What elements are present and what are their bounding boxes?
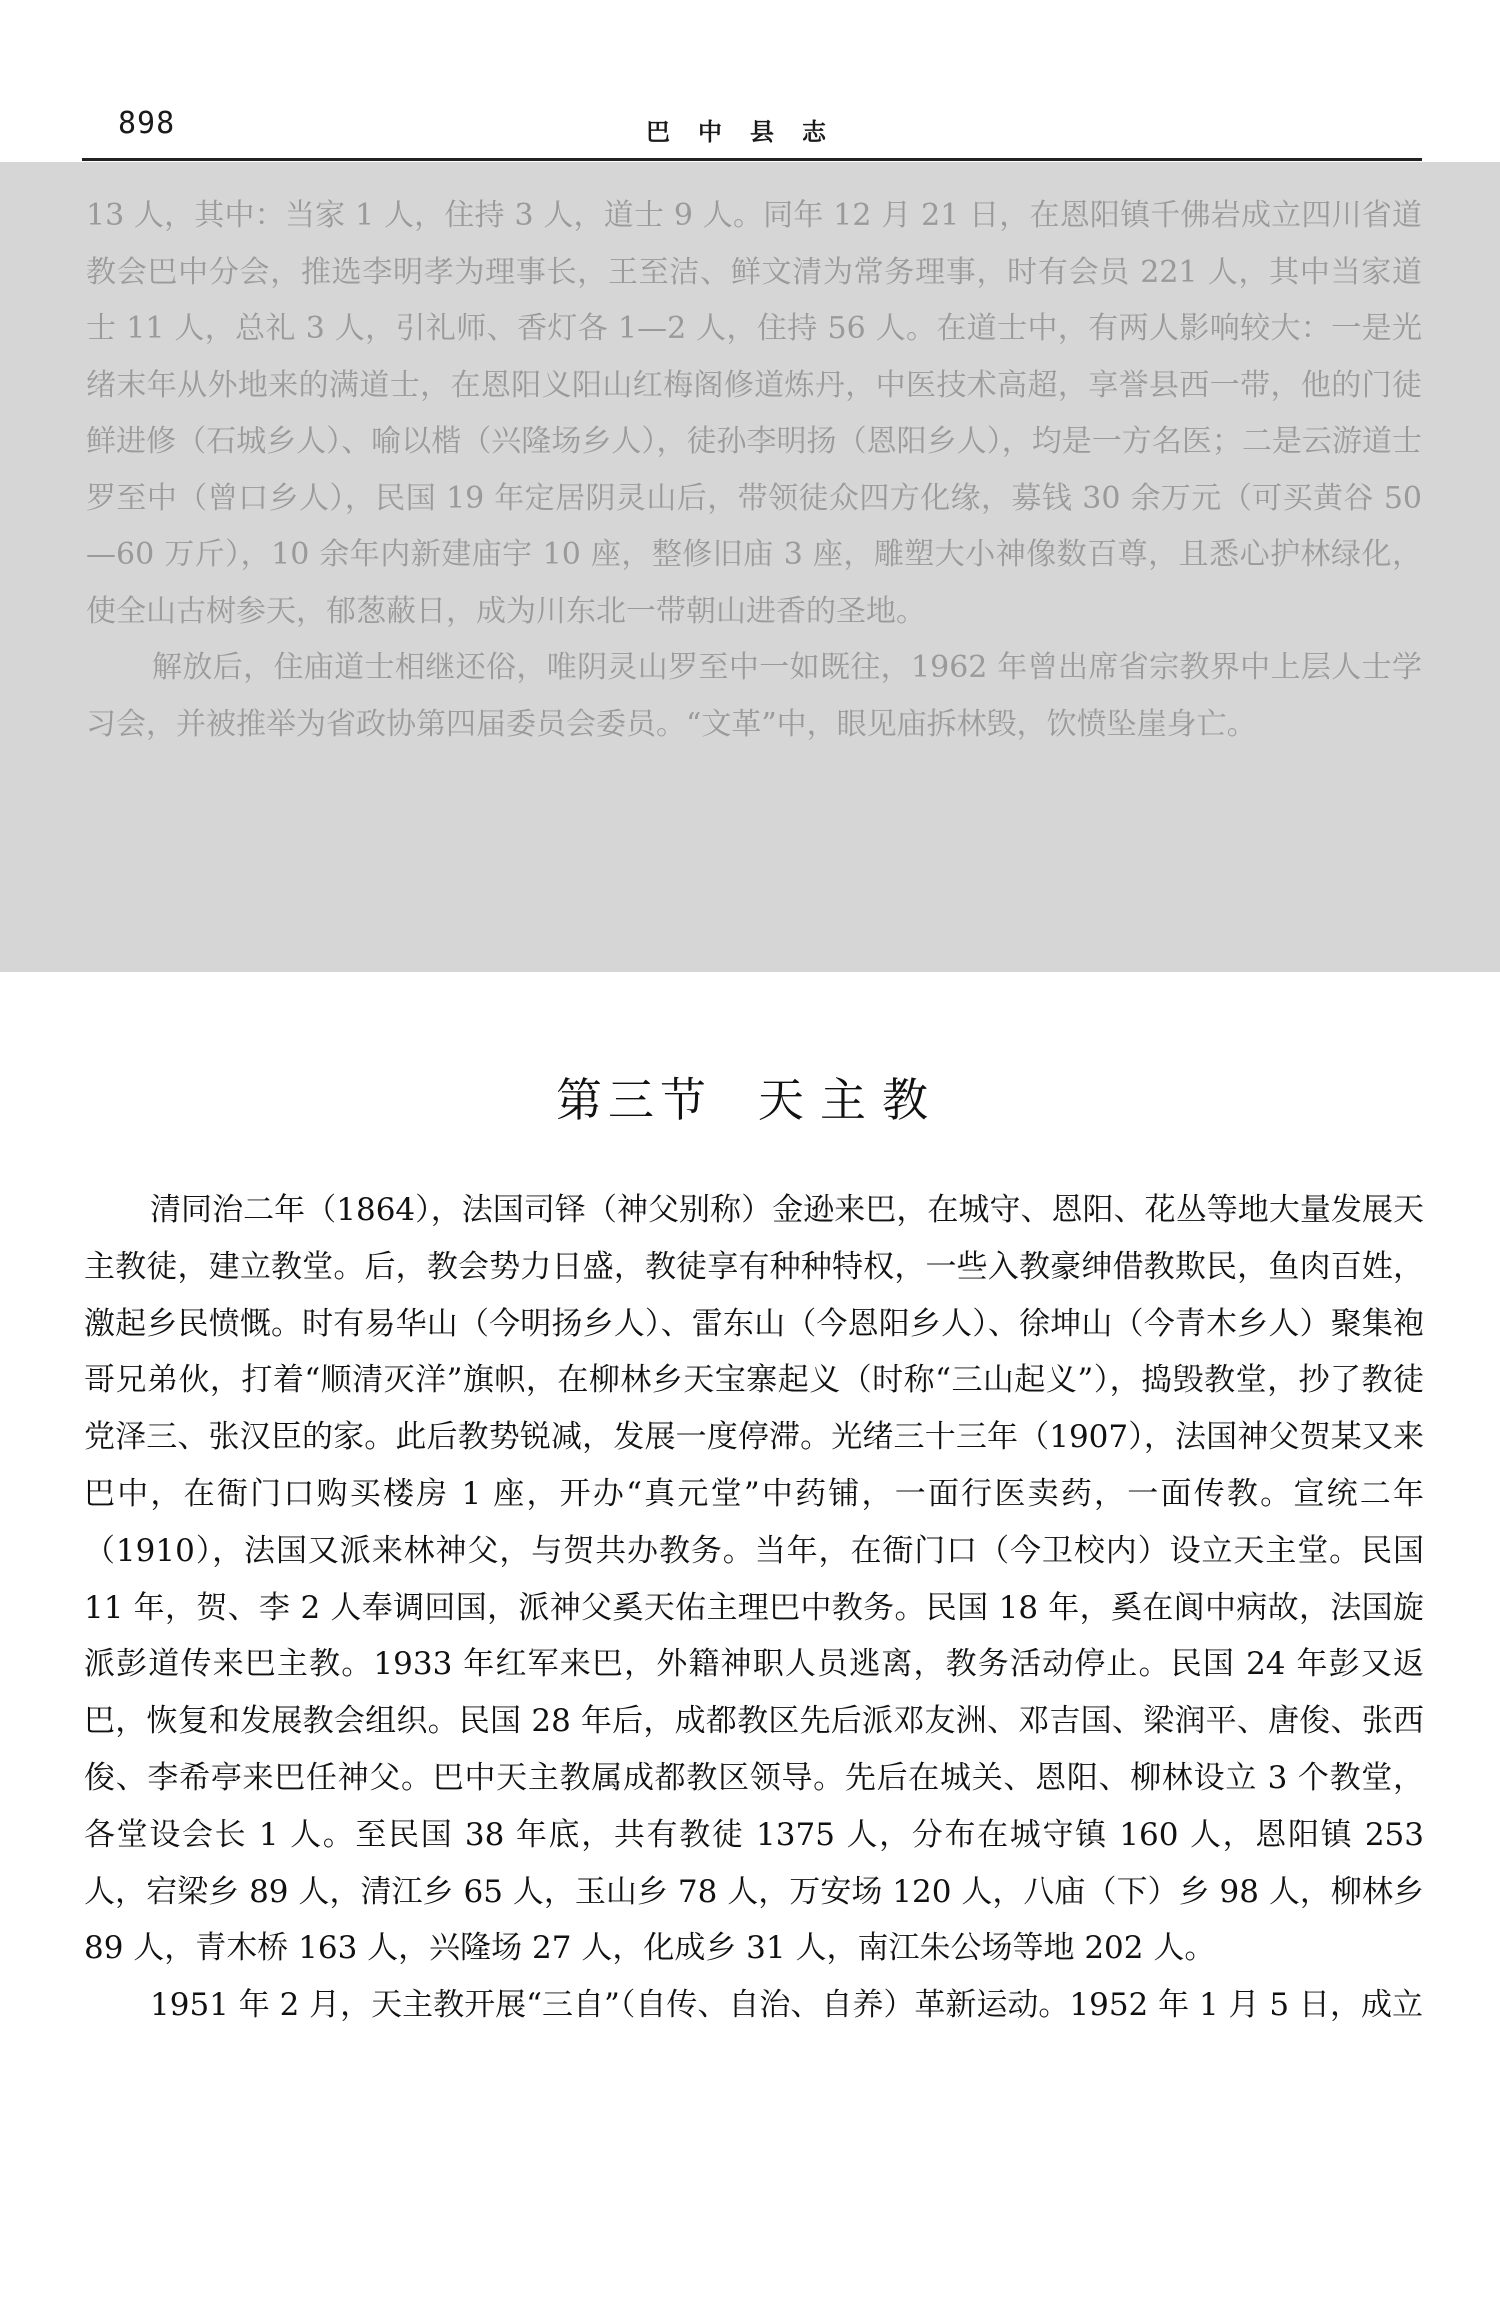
section-heading (0, 1064, 1500, 1130)
page-number: 898 (118, 106, 176, 141)
section-title: 天主教 (758, 1073, 944, 1127)
section-number: 第三节 (556, 1073, 712, 1127)
body-paragraph: 清同治二年（1864），法国司铎（神父别称）金逊来巴，在城守、恩阳、花丛等地大量发展天主教徒，建立教堂。后，教会势力日盛，教徒享有种种特权，一些入教豪绅借教欺民，鱼肉百姓，激起乡民愤慨。时有易华山（今明扬乡人）、雷东山（今恩阳乡人）、徐坤山（今青木乡人）聚集袍哥兄弟伙，打着“顺清灭洋”旗帜，在柳林乡天宝寨起义（时称“三山起义”），捣毁教堂，抄了教徒党泽三、张汉臣的家。此后教势锐减，发展一度停滞。光绪三十三年（1907），法国神父贺某又来巴中，在衙门口购买楼房 1 座，开办“真元堂”中药铺，一面行医卖药，一面传教。宣统二年（1910），法国又派来林神父，与贺共办教务。当年，在衙门口（今卫校内）设立天主堂。民国 11 年，贺、李 2 人奉调回国，派神父奚天佑主理巴中教务。民国 18 年，奚在阆中病故，法国旋派彭道传来巴主教。1933 年红军来巴，外籍神职人员逃离，教务活动停止。民国 24 年彭又返巴，恢复和发展教会组织。民国 28 年后，成都教区先后派邓友洲、邓吉国、梁润平、唐俊、张西俊、李希亭来巴任神父。巴中天主教属成都教区领导。先后在城关、恩阳、柳林设立 3 个教堂，各堂设会长 1 人。至民国 38 年底，共有教徒 1375 人，分布在城守镇 160 人，恩阳镇 253 人，宕梁乡 89 人，清江乡 65 人，玉山乡 78 人，万安场 120 人，八庙（下）乡 98 人，柳林乡 89 人，青木桥 163 人，兴隆场 27 人，化成乡 31 人，南江朱公场等地 202 人。 (84, 1192, 1424, 1967)
body-text (84, 1182, 1424, 2034)
greyed-paragraph: 13 人，其中：当家 1 人，住持 3 人，道士 9 人。同年 12 月 21 日，在恩阳镇千佛岩成立四川省道教会巴中分会，推选李明孝为理事长，王至洁、鲜文清为常务理事，时有会员 221 人，其中当家道士 11 人，总礼 3 人，引礼师、香灯各 1—2 人，住持 56 人。在道士中，有两人影响较大：一是光绪末年从外地来的满道士，在恩阳义阳山红梅阁修道炼丹，中医技术高超，享誉县西一带，他的门徒鲜进修（石城乡人）、喻以楷（兴隆场乡人），徒孙李明扬（恩阳乡人），均是一方名医；二是云游道士罗至中（曾口乡人），民国 19 年定居阴灵山后，带领徒众四方化缘，募钱 30 余万元（可买黄谷 50—60 万斤），10 余年内新建庙宇 10 座，整修旧庙 3 座，雕塑大小神像数百尊，且悉心护林绿化，使全山古树参天，郁葱蔽日，成为川东北一带朝山进香的圣地。 (86, 198, 1422, 629)
running-title: 巴中县志 (646, 118, 854, 146)
body-paragraph: 1951 年 2 月，天主教开展“三自”（自传、自治、自养）革新运动。1952 年 1 月 5 日，成立 (150, 1987, 1423, 2024)
header-rule (82, 158, 1422, 161)
greyed-text-block (86, 188, 1422, 753)
greyed-paragraph: 解放后，住庙道士相继还俗，唯阴灵山罗至中一如既往，1962 年曾出席省宗教界中上层人士学习会，并被推举为省政协第四届委员会委员。“文革”中，眼见庙拆林毁，饮愤坠崖身亡。 (86, 650, 1422, 742)
page-header (0, 0, 1500, 170)
